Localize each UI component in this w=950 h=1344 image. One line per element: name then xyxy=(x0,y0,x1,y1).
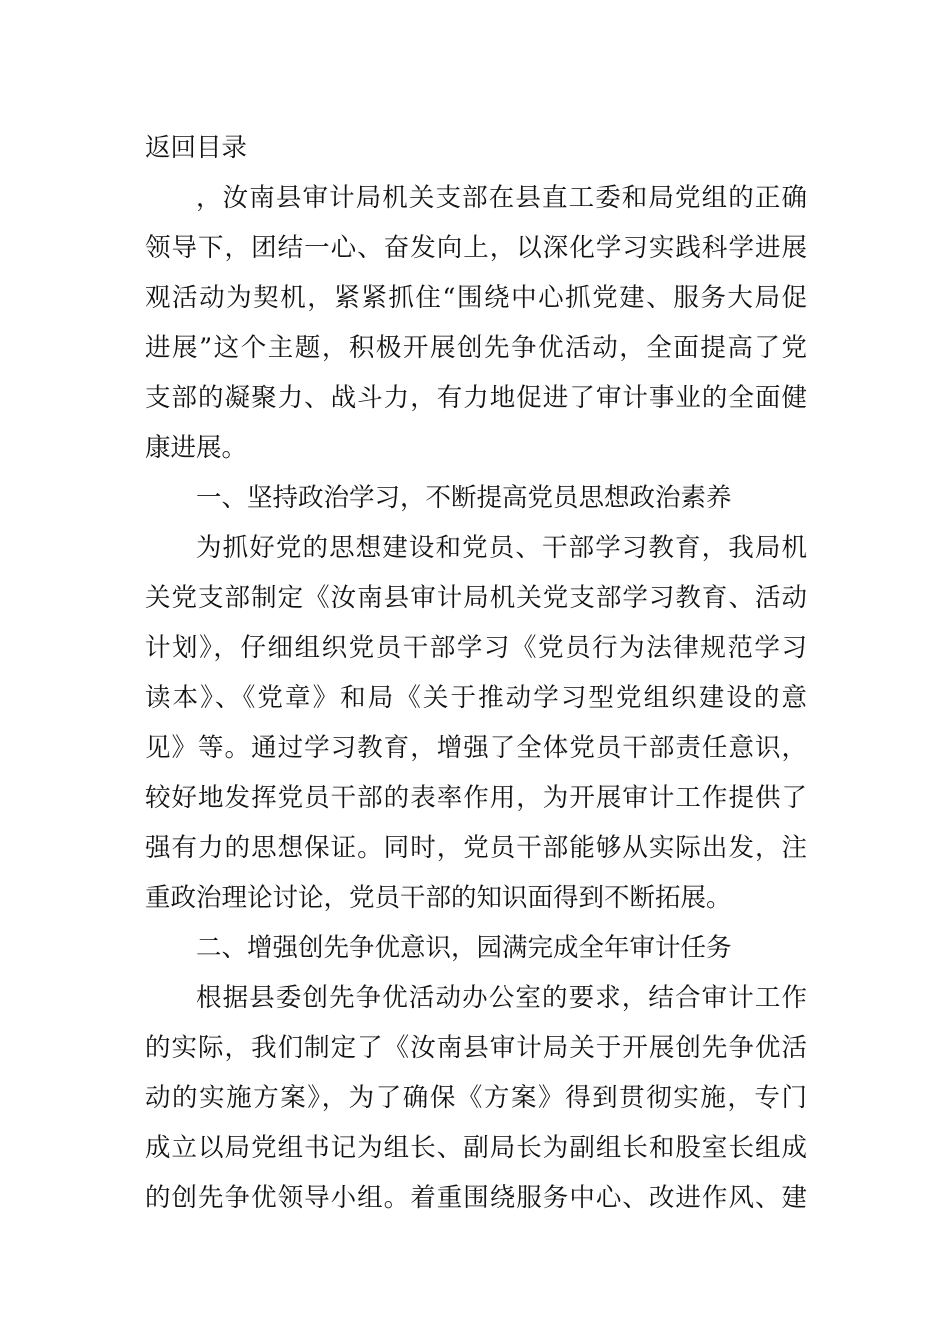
paragraph-line: ，汝南县审计局机关支部在县直工委和局党组的正确 xyxy=(196,183,807,213)
paragraph-line: 计划》，仔细组织党员干部学习《党员行为法律规范学习 xyxy=(145,633,807,663)
paragraph-line: 根据县委创先争优活动办公室的要求，结合审计工作 xyxy=(196,983,807,1013)
paragraph-line: 强有力的思想保证。同时，党员干部能够从实际出发，注 xyxy=(145,833,807,863)
paragraph-line: 见》等。通过学习教育，增强了全体党员干部责任意识， xyxy=(145,733,807,763)
paragraph-line: 重政治理论讨论，党员干部的知识面得到不断拓展。 xyxy=(145,883,732,913)
paragraph-line: 领导下，团结一心、奋发向上，以深化学习实践科学进展 xyxy=(145,233,807,263)
paragraph-line: 成立以局党组书记为组长、副局长为副组长和股室长组成 xyxy=(145,1133,807,1163)
paragraph-line: 较好地发挥党员干部的表率作用，为开展审计工作提供了 xyxy=(145,783,807,813)
paragraph-line: 的实际，我们制定了《汝南县审计局关于开展创先争优活 xyxy=(145,1033,807,1063)
paragraph-line: 读本》、《党章》和局《关于推动学习型党组织建设的意 xyxy=(145,683,807,713)
paragraph-line: 关党支部制定《汝南县审计局机关党支部学习教育、活动 xyxy=(145,583,807,613)
paragraph-line: 进展”这个主题，积极开展创先争优活动，全面提高了党 xyxy=(145,333,807,363)
section-heading: 二、增强创先争优意识，园满完成全年审计任务 xyxy=(196,933,732,963)
paragraph-line: 支部的凝聚力、战斗力，有力地促进了审计事业的全面健 xyxy=(145,383,807,413)
section-heading: 一、坚持政治学习，不断提高党员思想政治素养 xyxy=(196,483,732,513)
paragraph-line: 观活动为契机，紧紧抓住“围绕中心抓党建、服务大局促 xyxy=(145,283,807,313)
paragraph-line: 动的实施方案》，为了确保《方案》得到贯彻实施，专门 xyxy=(145,1083,807,1113)
paragraph-line: 为抓好党的思想建设和党员、干部学习教育，我局机 xyxy=(196,533,807,563)
return-to-contents-link[interactable]: 返回目录 xyxy=(145,133,248,163)
paragraph-line: 的创先争优领导小组。着重围绕服务中心、改进作风、建 xyxy=(145,1183,807,1213)
paragraph-line: 康进展。 xyxy=(145,433,248,463)
